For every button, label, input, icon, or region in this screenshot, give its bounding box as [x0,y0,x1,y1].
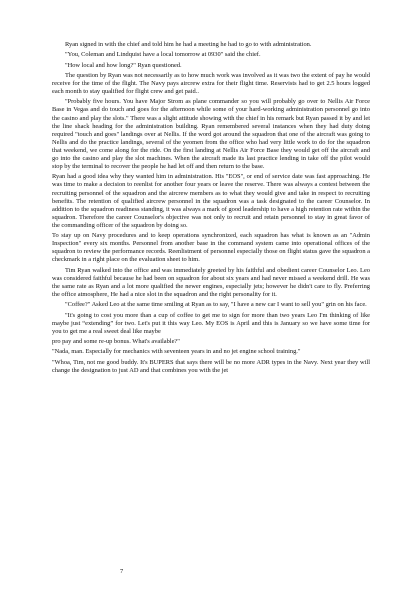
paragraph: The question by Ryan was not necessarily as to how much work was involved as it was two the extent of pay he would receive for the time of the flight. The Navy pays aircrew extra for their flight time. Reservists had to get 2.5 hours logged each month to stay qualified for flight crew and get paid.. [52,71,370,96]
paragraph: Tim Ryan walked into the office and was immediately greeted by his faithful and obedient career Counselor Leo. Leo was considered faithful because he had been on squadron for about six years and had never missed a weekend drill. He was the same rate as Ryan and a lot more qualified the newer engines, especially jets; however he didn't care to fly. Preferring the office atmosphere, He had a nice slot in the squadron and the right personality for it. [52,266,370,299]
paragraph: "Coffee?" Asked Leo at the same time smiling at Ryan as to say, "I have a new car I want to sell you" grin on his face. [65,301,367,309]
paragraph: "It's going to cost you more than a cup of coffee to get me to sign for more than two years Leo I'm thinking of like maybe just “extending” for two. Let's put it this way Leo. My EOS is April and this is January so we have some time for you to get me a real sweet deal like maybe [52,311,370,335]
paragraph: Ryan had a good idea why they wanted him in administration. His "EOS", or end of service date was fast approaching. He was time to make a decision to reenlist for another four years or leave the reserve. There was always a contest between the recruiting personnel of the squadron and the aircrew members as to what they would give and take in respect to recruiting benefits. The retention of qualified aircrew personnel in the squadron was a task designated to the career Counselor. In addition to the squadron readiness standing, it was always a mark of good leadership to have a high retention rate within the squadron. Therefore the career Counselor's objective was not only to recruit and retain personnel to stay in great favor of the commanding officer of the squadron by doing so. [52,173,370,229]
page-number: 7 [120,568,124,575]
paragraph: "Whoa, Tim, not me good buddy. It's BUPERS that says there will be no more ADR types in the Navy. Next year they will change the designation to just AD and that combines you with the jet [52,358,370,374]
body-text [52,41,370,377]
paragraph: Ryan signed in with the chief and told him he had a meeting he had to go to with administration. [65,41,312,48]
paragraph: "How local and how long?" Ryan questioned. [65,61,182,69]
paragraph: "Probably five hours. You have Major Strom as plane commander so you will probably go over to Nellis Air Force Base in Vegas and do touch and goes for the afternoon while some of your hard-working administration personnel go into the casino and play the slots." There was a slight attitude showing with the chief in his remark but Ryan passed it by and let the line shack heading for the administration building. Ryan remembered several instances when they had duty doing required "touch and goes" landings over at Nellis. If the word got around the squadron that one of the aircraft was going to Nellis and do the practice landings, several of the yeomen from the office who had very little work to do for the squadron that weekend, we come along for the ride. On the first landing at Nellis Air Force Base they would get off the aircraft and go into the casino and play the slot machines. When the aircraft made its last practice lending in take off the pilot would stop by the terminal to recover the people he had let off and then return to the base. [52,98,370,171]
paragraph: pro pay and some re-up bonus. What's available?" [52,338,180,346]
paragraph: "Nada, man. Especially for mechanics with seventeen years in and no jet engine school training." [52,348,301,356]
paragraph: To stay up on Navy procedures and to keep operations synchronized, each squadron has what is known as an "Admin Inspection" every six months. Personnel from another base in the command system came into operational offices of the squadron to review the performance records. Reenlistment of personnel especially those on flight status gave the squadron a checkmark in a right place on the evaluation sheet to him. [52,232,370,264]
paragraph: "You, Coleman and Lindquist have a local tomorrow at 0930" said the chief. [65,51,261,59]
